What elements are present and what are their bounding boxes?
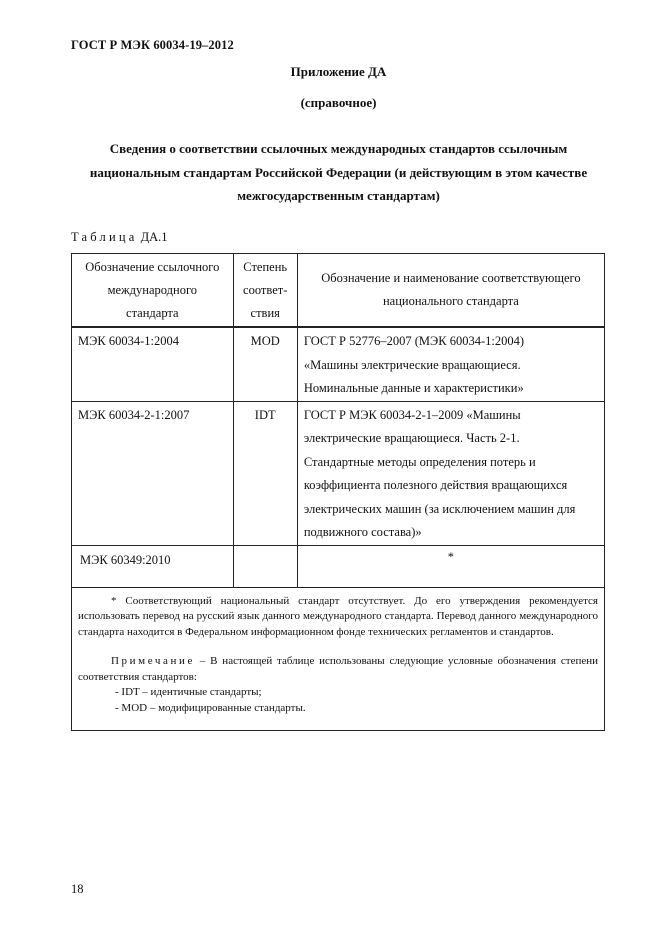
degree-cell [233,545,297,587]
page-number: 18 [71,882,84,896]
table-caption-word: Таблица [71,230,138,244]
table-notes [72,587,605,730]
national-line: «Машины электрические вращающиеся. [303,357,521,372]
national-standard-cell: * [297,545,604,587]
national-line: Номинальные данные и характеристики» [303,381,524,395]
section-heading [8,137,661,208]
annex-title: Приложение ДА [290,64,387,79]
degree-cell: IDT [233,401,297,545]
national-line: электрические вращающиеся. Часть 2-1. [303,431,520,445]
note-text: – В настоящей таблице использованы следующие условные обозначения степени соответствия стандартов: [78,655,598,683]
annex-status: (справочное) [300,95,377,110]
national-line: ГОСТ Р МЭК 60034-2-1–2009 «Машины [303,407,521,422]
table-row [72,401,605,545]
header-degree-line: Степень [243,259,288,274]
national-line: Стандартные методы определения потерь и [303,454,536,469]
ref-standard-cell: МЭК 60034-2-1:2007 [72,401,234,545]
national-line: электрических машин (за исключением машин для [303,501,576,516]
header-ref-line: международного [107,282,198,297]
degree-cell: MOD [233,327,297,401]
table-row [72,545,605,587]
correspondence-table [71,253,605,731]
header-ref-standard [72,254,234,328]
note-label: Примечание [111,655,195,667]
table-row [72,327,605,401]
header-ref-line: стандарта [126,305,179,320]
heading-line-3: межгосударственным стандартам) [237,188,440,203]
national-standard-cell [297,401,604,545]
national-line: подвижного состава)» [303,525,422,539]
table-caption-id: ДА.1 [140,230,168,244]
table-header-row [72,254,605,328]
table-notes-row [72,587,605,730]
header-degree-line: ствия [250,305,280,320]
heading-line-1: Сведения о соответствии ссылочных международных стандартов ссылочным [109,141,568,156]
header-degree-line: соответ- [243,282,288,297]
national-standard-cell [297,327,604,401]
header-ref-line: Обозначение ссылочного [85,259,220,274]
legend-item-idt: - IDT – идентичные стандарты; [115,686,262,698]
header-national-standard [297,254,604,328]
ref-standard-cell: МЭК 60349:2010 [72,545,234,587]
header-degree [233,254,297,328]
header-national-line: национального стандарта [382,294,519,308]
national-line: ГОСТ Р 52776–2007 (МЭК 60034-1:2004) [303,334,525,348]
header-national-line: Обозначение и наименование соответствующего [321,271,581,285]
ref-standard-cell: МЭК 60034-1:2004 [72,327,234,401]
standard-header: ГОСТ Р МЭК 60034-19–2012 [71,38,234,52]
legend-item-mod: - MOD – модифицированные стандарты. [115,701,306,714]
national-line: коэффициента полезного действия вращающихся [303,478,568,492]
table-caption [71,230,168,245]
footnote: * Соответствующий национальный стандарт отсутствует. До его утверждения рекомендуется использовать перевод на русский язык данного международного стандарта. Перевод данного международного стандарта находится в Федеральном информационном фонде технических регламентов и стандартов. [78,594,598,638]
note [78,654,598,685]
heading-line-2: национальным стандартам Российской Федерации (и действующим в этом качестве [89,164,588,180]
